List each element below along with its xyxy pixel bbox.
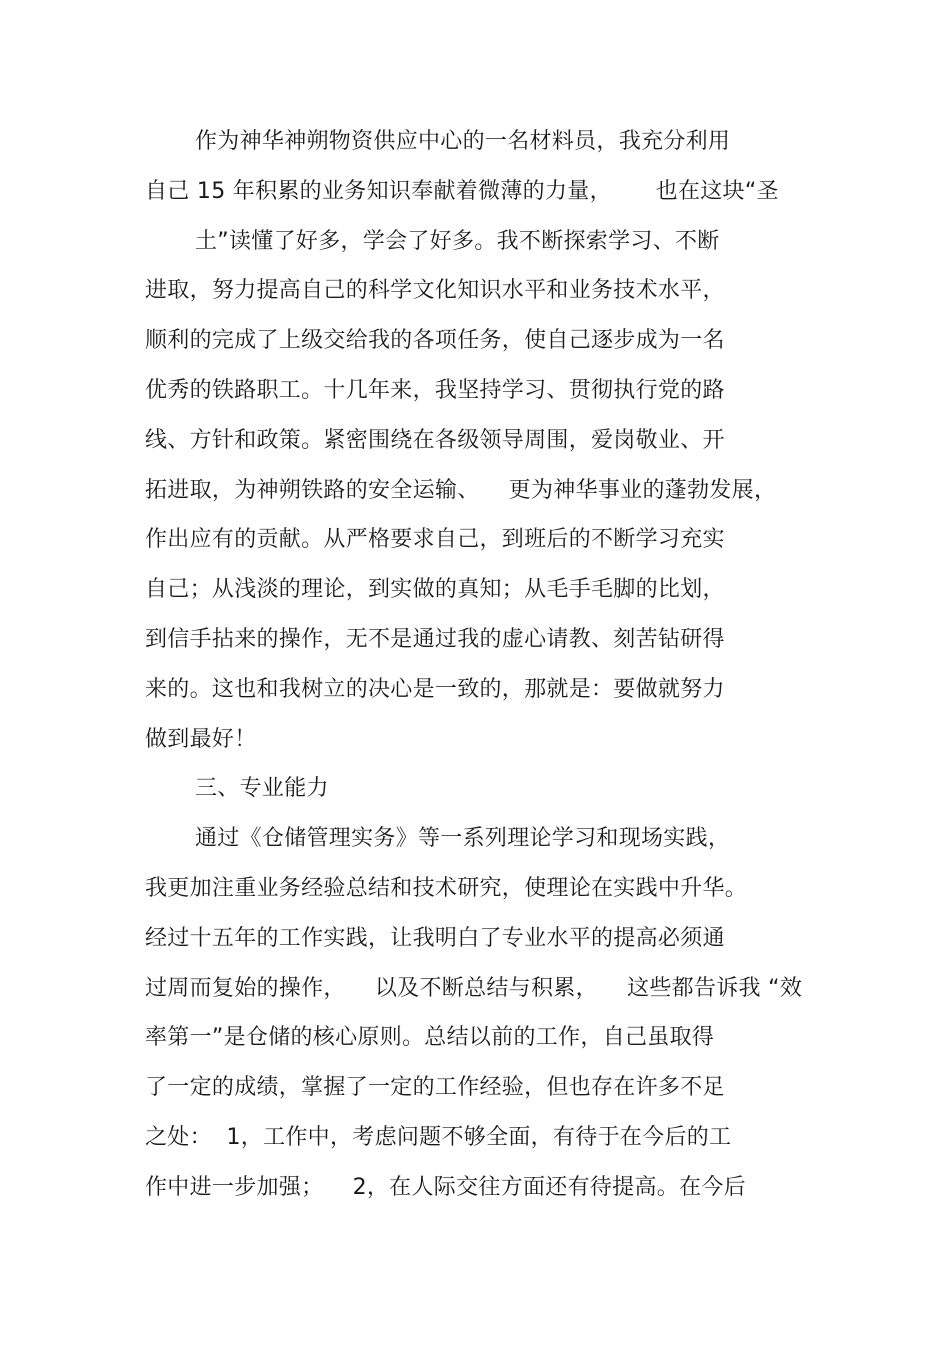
text-line: 我更加注重业务经验总结和技术研究，使理论在实践中升华。 <box>145 876 748 901</box>
text-line: 到信手拈来的操作，无不是通过我的虚心请教、刻苦钻研得 <box>145 627 725 652</box>
text-line: 经过十五年的工作实践，让我明白了专业水平的提高必须通 <box>145 926 725 951</box>
text-line: 了一定的成绩，掌握了一定的工作经验，但也存在许多不足 <box>145 1075 725 1100</box>
text-line: 拓进取，为神朔铁路的安全运输、 更为神华事业的蓬勃发展， <box>145 478 777 503</box>
text-line: 作为神华神朔物资供应中心的一名材料员，我充分利用 <box>195 129 731 154</box>
text-line: 优秀的铁路职工。十几年来，我坚持学习、贯彻执行党的路 <box>145 378 725 403</box>
text-line: 之处： 1，工作中，考虑问题不够全面，有待于在今后的工 <box>145 1125 732 1150</box>
text-line: 过周而复始的操作， 以及不断总结与积累， 这些都告诉我 “效 <box>145 976 803 1001</box>
text-line: 线、方针和政策。紧密围绕在各级领导周围，爱岗敬业、开 <box>145 428 725 453</box>
text-line: 土”读懂了好多，学会了好多。我不断探索学习、不断 <box>195 229 720 254</box>
text-line: 来的。这也和我树立的决心是一致的，那就是：要做就努力 <box>145 677 725 702</box>
text-line: 通过《仓储管理实务》等一系列理论学习和现场实践， <box>195 826 731 851</box>
text-line: 做到最好！ <box>145 727 257 752</box>
text-line: 率第一”是仓储的核心原则。总结以前的工作，自己虽取得 <box>145 1025 715 1050</box>
text-line: 作出应有的贡献。从严格要求自己，到班后的不断学习充实 <box>145 527 725 552</box>
text-line: 进取，努力提高自己的科学文化知识水平和业务技术水平， <box>145 278 725 303</box>
text-line: 顺利的完成了上级交给我的各项任务，使自己逐步成为一名 <box>145 328 725 353</box>
text-line: 作中进一步加强； 2，在人际交往方面还有待提高。在今后 <box>145 1175 746 1200</box>
text-line: 自己；从浅淡的理论，到实做的真知；从毛手毛脚的比划， <box>145 577 725 602</box>
text-line: 自己 15 年积累的业务知识奉献着微薄的力量， 也在这块“圣 <box>145 179 779 204</box>
section-heading: 三、专业能力 <box>195 776 329 801</box>
